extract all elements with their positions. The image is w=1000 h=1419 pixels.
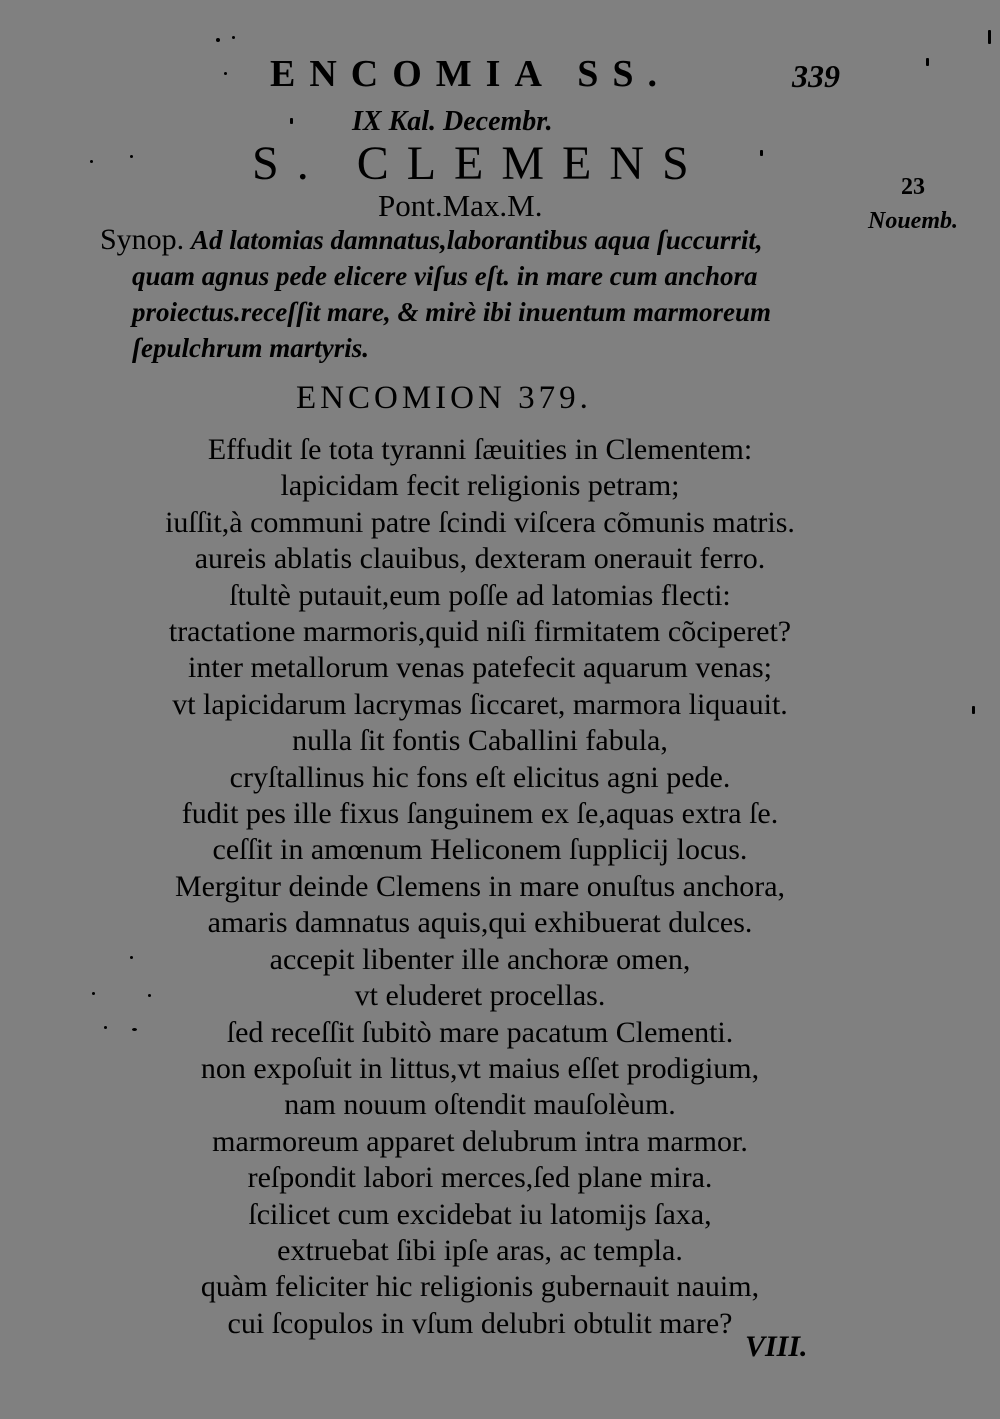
- margin-day: 23: [901, 174, 925, 200]
- scan-speck: [926, 58, 929, 66]
- page-number: 339: [792, 58, 840, 94]
- scan-speck: [232, 36, 235, 39]
- scan-speck: [290, 118, 293, 124]
- saint-title: Pont.Max.M.: [378, 188, 543, 223]
- scan-speck: [104, 1026, 107, 1029]
- encomion-heading: ENCOMION 379.: [296, 380, 592, 416]
- running-head: ENCOMIA SS.: [270, 53, 672, 95]
- poem-line: cryſtallinus hic fons eſt elicitus agni pede.: [229, 760, 731, 794]
- poem-line: aureis ablatis clauibus, dexteram onerauit ferro.: [194, 542, 766, 576]
- scan-speck: [760, 150, 763, 156]
- synopsis-line: proiectus.receſſit mare, & mirè ibi inuentum marmoreum: [132, 297, 772, 327]
- synopsis-line: [100, 222, 870, 258]
- feast-date: IX Kal. Decembr.: [352, 106, 553, 137]
- scan-speck: [988, 30, 991, 44]
- scan-speck: [216, 38, 220, 42]
- scan-speck: [224, 72, 227, 75]
- poem-line: iuſſit,à communi patre ſcindi viſcera cõmunis matris.: [165, 505, 795, 539]
- poem-line: inter metallorum venas patefecit aquarum venas;: [188, 651, 772, 685]
- scan-speck: [90, 160, 93, 163]
- poem-line: extruebat ſibi ipſe aras, ac templa.: [277, 1233, 683, 1267]
- scan-speck: [132, 1028, 137, 1031]
- poem-line: marmoreum apparet delubrum intra marmor.: [212, 1124, 748, 1158]
- encomion-poem: [0, 432, 960, 1342]
- synopsis: [100, 222, 870, 366]
- poem-line: vt eluderet procellas.: [354, 979, 606, 1013]
- scan-speck: [148, 994, 151, 997]
- scan-speck: [130, 956, 133, 959]
- margin-month: Nouemb.: [868, 208, 958, 234]
- poem-line: ſtultè putauit,eum poſſe ad latomias flecti:: [229, 578, 731, 612]
- scan-speck: [92, 992, 95, 995]
- poem-line: tractatione marmoris,quid niſi firmitatem cõciperet?: [168, 615, 792, 649]
- synopsis-line: ſepulchrum martyris.: [132, 333, 370, 363]
- poem-line: lapicidam fecit religionis petram;: [280, 469, 680, 503]
- poem-line: Mergitur deinde Clemens in mare onuſtus anchora,: [174, 869, 786, 903]
- poem-line: Effudit ſe tota tyranni ſæuities in Clementem:: [207, 433, 753, 466]
- poem-line: reſpondit labori merces,ſed plane mira.: [247, 1161, 713, 1195]
- poem-line: vt lapicidarum lacrymas ſiccaret, marmora liquauit.: [172, 687, 788, 721]
- poem-line: nam nouum oſtendit mauſolèum.: [284, 1088, 676, 1122]
- scan-speck: [130, 155, 133, 158]
- synopsis-line: quam agnus pede elicere viſus eſt. in mare cum anchora: [132, 261, 758, 291]
- margin-date-note: [868, 170, 958, 238]
- poem-line: quàm feliciter hic religionis gubernauit nauim,: [200, 1270, 760, 1304]
- poem-line: ſed receſſit ſubitò mare pacatum Clementi.: [226, 1015, 734, 1049]
- saint-name: S. CLEMENS: [252, 137, 707, 190]
- poem-line: amaris damnatus aquis,qui exhibuerat dulces.: [207, 906, 753, 940]
- poem-line: ſcilicet cum excidebat iu latomijs ſaxa,: [248, 1197, 712, 1231]
- poem-line: fudit pes ille fixus ſanguinem ex ſe,aquas extra ſe.: [181, 797, 779, 831]
- poem-line: non expoſuit in littus,vt maius eſſet prodigium,: [200, 1051, 760, 1085]
- poem-line: accepit libenter ille anchoræ omen,: [269, 942, 691, 976]
- poem-line: nulla ſit fontis Caballini fabula,: [292, 724, 668, 758]
- synopsis-text: Ad latomias damnatus,laborantibus aqua ſuccurrit,: [190, 225, 763, 255]
- scan-speck: [972, 706, 975, 714]
- synopsis-label: Synop.: [100, 223, 185, 256]
- poem-line: ceſſit in amœnum Heliconem ſupplicij locus.: [212, 833, 748, 867]
- poem-line: cui ſcopulos in vſum delubri obtulit mare?: [227, 1306, 733, 1340]
- catchword: VIII.: [745, 1330, 808, 1363]
